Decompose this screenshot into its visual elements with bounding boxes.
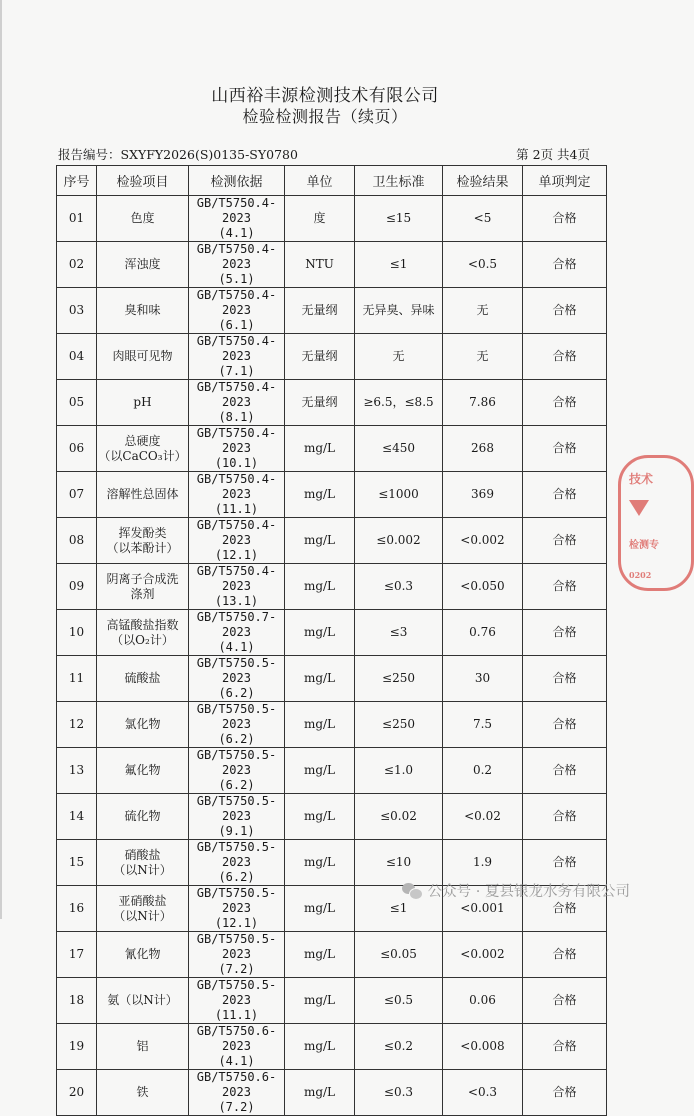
cell-result: <5	[443, 196, 523, 242]
cell-no: 11	[57, 656, 97, 702]
table-row	[57, 794, 607, 840]
column-header: 单位	[285, 166, 355, 196]
cell-item: 溶解性总固体	[97, 472, 189, 518]
cell-unit: 无量纲	[285, 380, 355, 426]
cell-result: 369	[443, 472, 523, 518]
cell-item: 铁	[97, 1070, 189, 1116]
cell-method: GB/T5750.5-2023 (9.1)	[189, 794, 285, 840]
cell-unit: NTU	[285, 242, 355, 288]
results-table	[56, 165, 607, 1116]
table-row	[57, 196, 607, 242]
wechat-icon	[402, 883, 422, 899]
cell-method: GB/T5750.7-2023 (4.1)	[189, 610, 285, 656]
cell-method: GB/T5750.4-2023 (5.1)	[189, 242, 285, 288]
column-header: 序号	[57, 166, 97, 196]
cell-result: <0.008	[443, 1024, 523, 1070]
cell-no: 02	[57, 242, 97, 288]
cell-result: 0.76	[443, 610, 523, 656]
cell-no: 13	[57, 748, 97, 794]
cell-result: <0.002	[443, 932, 523, 978]
cell-judgement: 合格	[523, 472, 607, 518]
cell-no: 12	[57, 702, 97, 748]
cell-judgement: 合格	[523, 1070, 607, 1116]
cell-method: GB/T5750.4-2023 (13.1)	[189, 564, 285, 610]
watermark	[402, 880, 630, 901]
cell-no: 07	[57, 472, 97, 518]
cell-unit: mg/L	[285, 932, 355, 978]
cell-unit: mg/L	[285, 426, 355, 472]
cell-judgement: 合格	[523, 1024, 607, 1070]
table-row	[57, 702, 607, 748]
cell-judgement: 合格	[523, 656, 607, 702]
cell-standard: ≤15	[355, 196, 443, 242]
cell-unit: mg/L	[285, 978, 355, 1024]
cell-unit: mg/L	[285, 748, 355, 794]
column-header: 检测依据	[189, 166, 285, 196]
cell-no: 03	[57, 288, 97, 334]
page-number: 第 2页 共4页	[516, 147, 590, 162]
cell-item: 氟化物	[97, 748, 189, 794]
report-title: 检验检测报告（续页）	[242, 107, 408, 126]
cell-item: 硫化物	[97, 794, 189, 840]
cell-no: 06	[57, 426, 97, 472]
cell-item: 氨（以N计）	[97, 978, 189, 1024]
cell-unit: 无量纲	[285, 288, 355, 334]
cell-standard: ≤250	[355, 656, 443, 702]
cell-judgement: 合格	[523, 610, 607, 656]
table-row	[57, 1070, 607, 1116]
cell-unit: mg/L	[285, 840, 355, 886]
cell-method: GB/T5750.5-2023 (6.2)	[189, 748, 285, 794]
cell-standard: ≤250	[355, 702, 443, 748]
table-row	[57, 1024, 607, 1070]
cell-result: <0.5	[443, 242, 523, 288]
cell-unit: mg/L	[285, 1024, 355, 1070]
cell-standard: ≤0.5	[355, 978, 443, 1024]
page-edge	[0, 0, 2, 919]
cell-standard: ≥6.5，≤8.5	[355, 380, 443, 426]
cell-judgement: 合格	[523, 380, 607, 426]
cell-standard: ≤1	[355, 242, 443, 288]
column-header: 检验结果	[443, 166, 523, 196]
cell-unit: mg/L	[285, 564, 355, 610]
cell-method: GB/T5750.4-2023 (6.1)	[189, 288, 285, 334]
cell-result: <0.002	[443, 518, 523, 564]
cell-item: 硝酸盐 （以N计）	[97, 840, 189, 886]
table-row	[57, 518, 607, 564]
cell-no: 10	[57, 610, 97, 656]
stamp-text: 技术	[629, 472, 654, 486]
cell-method: GB/T5750.4-2023 (4.1)	[189, 196, 285, 242]
stamp-star-icon	[629, 500, 649, 516]
cell-standard: ≤1000	[355, 472, 443, 518]
cell-standard: ≤0.02	[355, 794, 443, 840]
column-header: 检验项目	[97, 166, 189, 196]
cell-no: 17	[57, 932, 97, 978]
cell-unit: mg/L	[285, 518, 355, 564]
cell-standard: ≤1.0	[355, 748, 443, 794]
cell-result: 无	[443, 288, 523, 334]
cell-item: 阴离子合成洗 涤剂	[97, 564, 189, 610]
cell-method: GB/T5750.6-2023 (7.2)	[189, 1070, 285, 1116]
cell-item: 臭和味	[97, 288, 189, 334]
cell-item: pH	[97, 380, 189, 426]
cell-standard: ≤0.2	[355, 1024, 443, 1070]
cell-unit: mg/L	[285, 472, 355, 518]
column-header: 单项判定	[523, 166, 607, 196]
cell-item: 亚硝酸盐 （以N计）	[97, 886, 189, 932]
cell-method: GB/T5750.4-2023 (8.1)	[189, 380, 285, 426]
company-name: 山西裕丰源检测技术有限公司	[211, 86, 439, 106]
cell-method: GB/T5750.5-2023 (6.2)	[189, 656, 285, 702]
column-header: 卫生标准	[355, 166, 443, 196]
table-row	[57, 426, 607, 472]
cell-item: 高锰酸盐指数 （以O₂计）	[97, 610, 189, 656]
cell-judgement: 合格	[523, 702, 607, 748]
cell-result: <0.3	[443, 1070, 523, 1116]
cell-unit: mg/L	[285, 610, 355, 656]
cell-judgement: 合格	[523, 564, 607, 610]
cell-standard: 无异臭、异味	[355, 288, 443, 334]
cell-unit: 无量纲	[285, 334, 355, 380]
cell-standard: ≤1	[355, 886, 443, 932]
watermark-text: 公众号 · 夏县银龙水务有限公司	[427, 884, 630, 900]
cell-judgement: 合格	[523, 334, 607, 380]
cell-method: GB/T5750.4-2023 (11.1)	[189, 472, 285, 518]
cell-no: 18	[57, 978, 97, 1024]
cell-standard: ≤0.002	[355, 518, 443, 564]
cell-result: 268	[443, 426, 523, 472]
cell-unit: mg/L	[285, 702, 355, 748]
table-row	[57, 288, 607, 334]
cell-item: 肉眼可见物	[97, 334, 189, 380]
cell-method: GB/T5750.4-2023 (7.1)	[189, 334, 285, 380]
cell-standard: ≤3	[355, 610, 443, 656]
cell-item: 总硬度 （以CaCO₃计）	[97, 426, 189, 472]
cell-standard: ≤0.05	[355, 932, 443, 978]
cell-judgement: 合格	[523, 932, 607, 978]
cell-no: 05	[57, 380, 97, 426]
table-row	[57, 840, 607, 886]
report-number: 报告编号：SXYFY2026(S)0135-SY0780	[58, 147, 298, 162]
cell-judgement: 合格	[523, 748, 607, 794]
table-row	[57, 334, 607, 380]
cell-result: <0.050	[443, 564, 523, 610]
cell-unit: mg/L	[285, 886, 355, 932]
cell-item: 硫酸盐	[97, 656, 189, 702]
cell-item: 氰化物	[97, 932, 189, 978]
cell-judgement: 合格	[523, 242, 607, 288]
cell-no: 08	[57, 518, 97, 564]
cell-method: GB/T5750.5-2023 (12.1)	[189, 886, 285, 932]
cell-result: 无	[443, 334, 523, 380]
cell-unit: mg/L	[285, 1070, 355, 1116]
cell-method: GB/T5750.5-2023 (11.1)	[189, 978, 285, 1024]
cell-no: 01	[57, 196, 97, 242]
cell-standard: ≤0.3	[355, 1070, 443, 1116]
cell-result: 1.9	[443, 840, 523, 886]
cell-standard: ≤0.3	[355, 564, 443, 610]
cell-judgement: 合格	[523, 196, 607, 242]
cell-item: 铝	[97, 1024, 189, 1070]
cell-item: 挥发酚类 （以苯酚计）	[97, 518, 189, 564]
cell-judgement: 合格	[523, 288, 607, 334]
official-stamp	[618, 455, 694, 591]
cell-result: 30	[443, 656, 523, 702]
table-row	[57, 564, 607, 610]
table-header-row	[57, 166, 607, 196]
table-row	[57, 978, 607, 1024]
cell-judgement: 合格	[523, 840, 607, 886]
cell-unit: mg/L	[285, 656, 355, 702]
cell-no: 16	[57, 886, 97, 932]
cell-method: GB/T5750.4-2023 (10.1)	[189, 426, 285, 472]
table-row	[57, 748, 607, 794]
cell-unit: 度	[285, 196, 355, 242]
table-row	[57, 472, 607, 518]
cell-no: 09	[57, 564, 97, 610]
cell-method: GB/T5750.5-2023 (6.2)	[189, 840, 285, 886]
cell-standard: ≤450	[355, 426, 443, 472]
cell-judgement: 合格	[523, 518, 607, 564]
cell-item: 色度	[97, 196, 189, 242]
cell-no: 15	[57, 840, 97, 886]
table-row	[57, 380, 607, 426]
table-row	[57, 656, 607, 702]
cell-judgement: 合格	[523, 794, 607, 840]
cell-judgement: 合格	[523, 978, 607, 1024]
cell-result: 0.2	[443, 748, 523, 794]
stamp-text: 检测专	[629, 540, 659, 551]
cell-no: 19	[57, 1024, 97, 1070]
cell-result: 7.5	[443, 702, 523, 748]
cell-standard: ≤10	[355, 840, 443, 886]
cell-method: GB/T5750.5-2023 (7.2)	[189, 932, 285, 978]
cell-item: 浑浊度	[97, 242, 189, 288]
cell-result: <0.001	[443, 886, 523, 932]
cell-result: 7.86	[443, 380, 523, 426]
cell-judgement: 合格	[523, 886, 607, 932]
cell-method: GB/T5750.4-2023 (12.1)	[189, 518, 285, 564]
table-row	[57, 610, 607, 656]
cell-no: 04	[57, 334, 97, 380]
cell-result: 0.06	[443, 978, 523, 1024]
table-row	[57, 932, 607, 978]
cell-no: 20	[57, 1070, 97, 1116]
cell-no: 14	[57, 794, 97, 840]
cell-standard: 无	[355, 334, 443, 380]
cell-method: GB/T5750.6-2023 (4.1)	[189, 1024, 285, 1070]
cell-judgement: 合格	[523, 426, 607, 472]
cell-unit: mg/L	[285, 794, 355, 840]
cell-method: GB/T5750.5-2023 (6.2)	[189, 702, 285, 748]
table-row	[57, 242, 607, 288]
cell-item: 氯化物	[97, 702, 189, 748]
cell-result: <0.02	[443, 794, 523, 840]
stamp-text: 0202	[629, 570, 652, 580]
